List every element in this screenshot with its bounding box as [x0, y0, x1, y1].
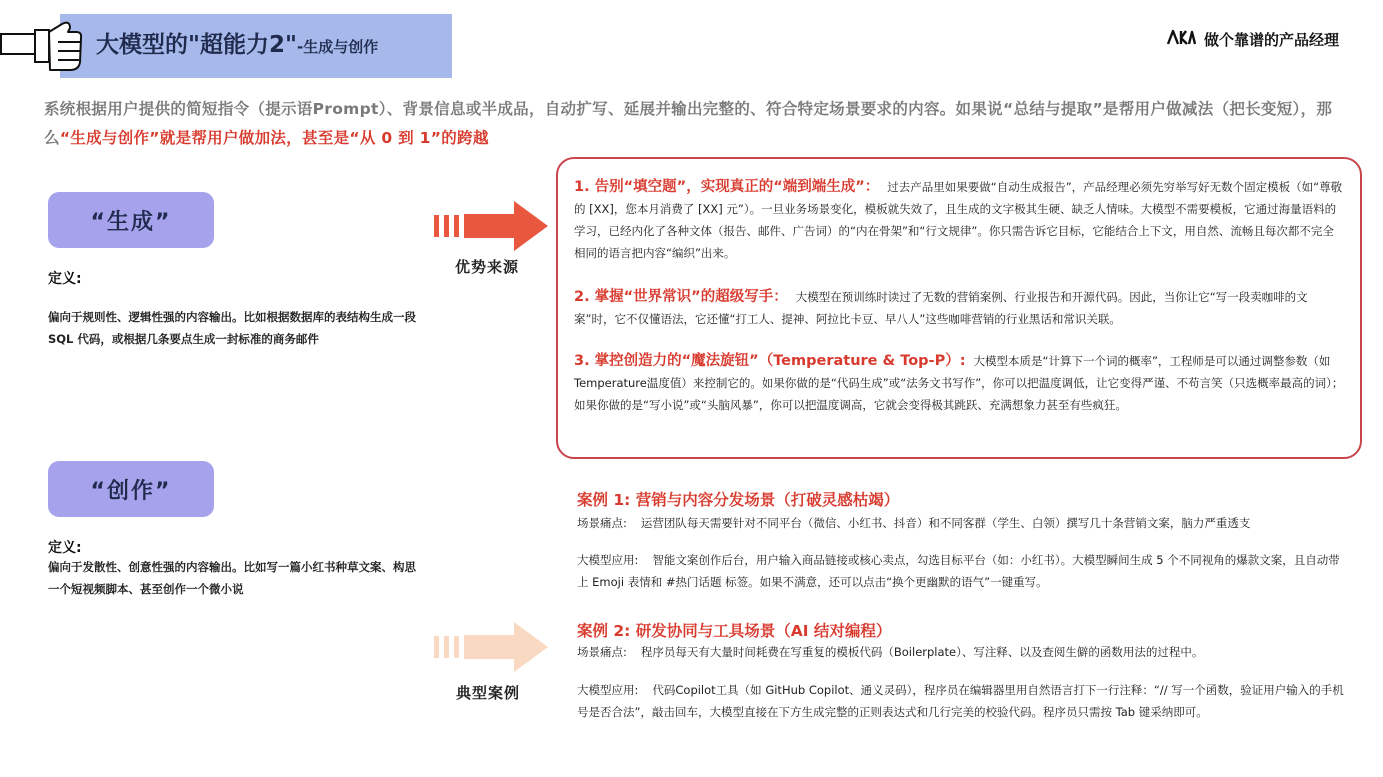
- case-title: 案例 1: 营销与内容分发场景（打破灵感枯竭）: [577, 491, 900, 509]
- advantage-arrow-icon: [432, 200, 550, 256]
- case-arrow-label: 典型案例: [456, 684, 521, 702]
- case-app-label: 大模型应用:: [577, 553, 639, 567]
- case-title: 案例 2: 研发协同与工具场景（AI 结对编程）: [577, 622, 892, 640]
- case-arrow-icon: [432, 621, 550, 677]
- advantage-body: 大模型在预训练时读过了无数的营销案例、行业报告和开源代码。因此，当你让它“写一段卖咖啡的文案”时，它不仅懂语法，它还懂“打工人、提神、阿拉比卡豆、早八人”这些咖啡营销的行业黑话和常识关联。: [574, 290, 1308, 326]
- create-def-text: 偏向于发散性、创意性强的内容输出。比如写一篇小红书种草文案、构思一个短视频脚本、甚至创作一个微小说: [48, 560, 416, 596]
- case-pain: [577, 512, 1347, 534]
- generate-def-label: 定义:: [48, 271, 82, 287]
- generate-def-text: 偏向于规则性、逻辑性强的内容输出。比如根据数据库的表结构生成一段 SQL 代码，或根据几条要点生成一封标准的商务邮件: [48, 310, 416, 346]
- advantage-heading: 2. 掌握“世界常识”的超级写手：: [574, 289, 788, 305]
- case-application: [577, 679, 1347, 723]
- page-title-sub: -生成与创作: [296, 38, 379, 56]
- page-title: [96, 26, 378, 59]
- case-pain-text: 程序员每天有大量时间耗费在写重复的模板代码（Boilerplate）、写注释、以及查阅生僻的函数用法的过程中。: [640, 645, 1204, 659]
- brand: [1166, 28, 1339, 50]
- case-app-label: 大模型应用:: [577, 683, 639, 697]
- advantage-heading: 3. 掌控创造力的“魔法旋钮”（Temperature & Top-P）:: [574, 353, 966, 369]
- advantage-item: [574, 350, 1344, 416]
- case-pain-label: 场景痛点:: [577, 645, 627, 659]
- intro-text: 系统根据用户提供的简短指令（提示语Prompt）、背景信息或半成品，自动扩写、延展并输出完整的、符合特定场景要求的内容。如果说“总结与提取”是帮用户做减法（把长变短），那么: [44, 100, 1333, 147]
- case-pain-text: 运营团队每天需要针对不同平台（微信、小红书、抖音）和不同客群（学生、白领）撰写几十条营销文案，脑力严重透支: [640, 516, 1251, 530]
- brand-name: 做个靠谱的产品经理: [1203, 30, 1339, 49]
- lhk-logo-icon: [1166, 28, 1196, 50]
- advantage-body: 大模型本质是“计算下一个词的概率”，工程师是可以通过调整参数（如 Temperature温度值）来控制它的。如果你做的是“代码生成”或“法务文书写作”，你可以把温度调低，让它变得严谨、不苟言笑（只选概率最高的词）；如果你做的是“写小说”或“头脑风暴”，你可以把温度调高，它就会变得极其跳跃、充满想象力甚至有些疯狂。: [574, 354, 1344, 412]
- create-def-label: 定义:: [48, 540, 82, 556]
- case-app-text: 代码Copilot工具（如 GitHub Copilot、通义灵码），程序员在编辑器里用自然语言打下一行注释：“// 写一个函数，验证用户输入的手机号是否合法”，敲击回车，大模型直接在下方生成完整的正则表达式和几行完美的校验代码。程序员只需按 Tab 键采纳即可。: [577, 683, 1344, 719]
- case-app-text: 智能文案创作后台，用户输入商品链接或核心卖点，勾选目标平台（如：小红书）。大模型瞬间生成 5 个不同视角的爆款文案，且自动带上 Emoji 表情和 #热门话题 标签。如果不满意，还可以点击“换个更幽默的语气”一键重写。: [577, 553, 1340, 589]
- page-title-main: 大模型的"超能力2": [96, 32, 297, 58]
- case-pain: [577, 641, 1347, 663]
- intro-paragraph: [44, 95, 1364, 153]
- advantage-heading: 1. 告别“填空题”，实现真正的“端到端生成”：: [574, 179, 880, 195]
- advantage-item: [574, 286, 1344, 330]
- advantage-body: 过去产品里如果要做“自动生成报告”，产品经理必须先穷举写好无数个固定模板（如“尊敬的 [XX]，您本月消费了 [XX] 元”）。一旦业务场景变化，模板就失效了，且生成的文字极其生硬、缺乏人情味。大模型不需要模板，它通过海量语料的学习，已经内化了各种文体（报告、邮件、广告词）的“内在骨架”和“行文规律”。你只需告诉它目标，它能结合上下文，用自然、流畅且每次都不完全相同的语言把内容“编织”出来。: [574, 180, 1343, 260]
- pointing-hand-icon: [0, 18, 84, 78]
- create-pill: “创作”: [48, 461, 214, 517]
- case-application: [577, 549, 1347, 593]
- advantage-item: [574, 176, 1344, 264]
- case-pain-label: 场景痛点:: [577, 516, 627, 530]
- intro-highlight: “生成与创作”就是帮用户做加法，甚至是“从 0 到 1”的跨越: [59, 129, 489, 147]
- generate-pill: “生成”: [48, 192, 214, 248]
- advantage-arrow-label: 优势来源: [455, 258, 520, 276]
